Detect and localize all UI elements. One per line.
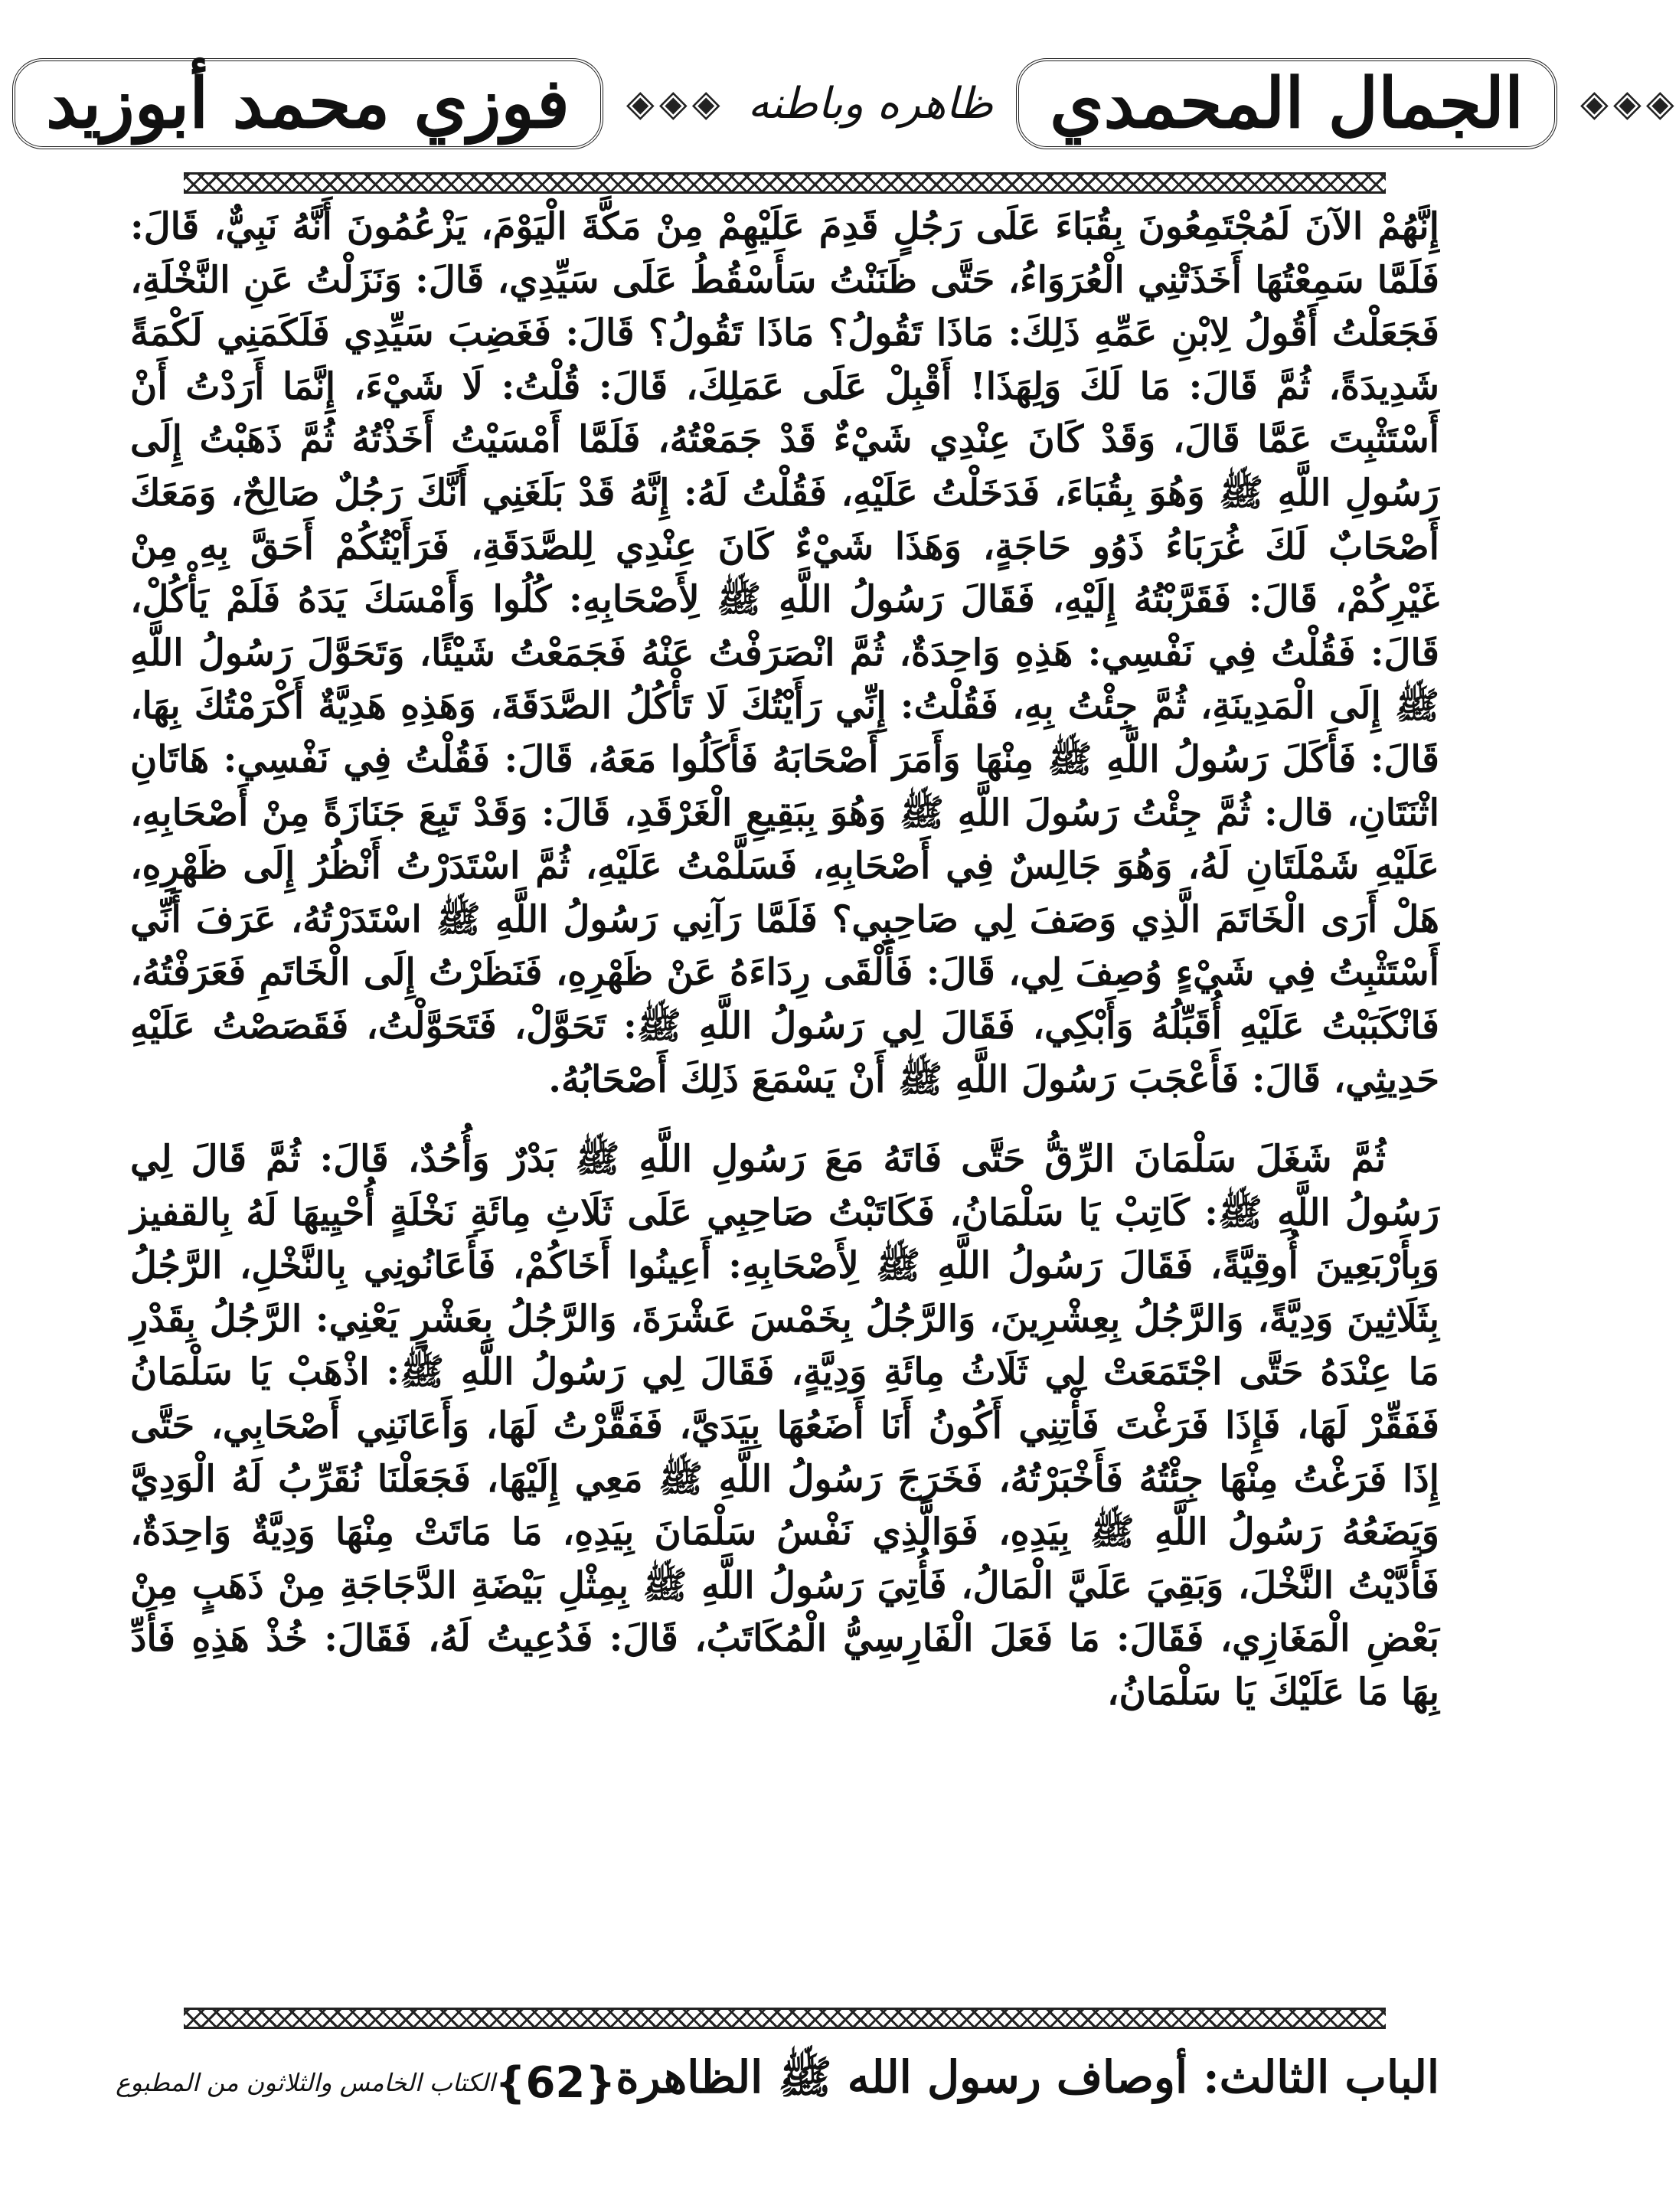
chapter-title: الباب الثالث: أوصاف رسول الله ﷺ الظاهرة (616, 2051, 1439, 2103)
ornament-middle: ◈◈◈ (626, 82, 725, 125)
bottom-border-ornament (184, 2008, 1386, 2029)
page-footer (116, 2037, 1439, 2129)
body-paragraph-1: إِنَّهُمْ الآنَ لَمُجْتَمِعُونَ بِقُبَاءَ عَلَى رَجُلٍ قَدِمَ عَلَيْهِمْ مِنْ مَكَّةَ الْيَوْمَ، يَزْعُمُونَ أَنَّهُ نَبِيٌّ، قَالَ: فَلَمَّا سَمِعْتُهَا أَخَذَتْنِي الْعُرَوَاءُ، حَتَّى ظَنَنْتُ سَأَسْقُطُ عَلَى سَيِّدِي، قَالَ: وَنَزَلْتُ عَنِ النَّخْلَةِ، فَجَعَلْتُ أَقُولُ لِابْنِ عَمِّهِ ذَلِكَ: مَاذَا تَقُولُ؟ مَاذَا تَقُولُ؟ قَالَ: فَغَضِبَ سَيِّدِي فَلَكَمَنِي لَكْمَةً شَدِيدَةً، ثُمَّ قَالَ: مَا لَكَ وَلِهَذَا! أَقْبِلْ عَلَى عَمَلِكَ، قَالَ: قُلْتُ: لَا شَيْءَ، إِنَّمَا أَرَدْتُ أَنْ أَسْتَثْبِتَ عَمَّا قَالَ، وَقَدْ كَانَ عِنْدِي شَيْءٌ قَدْ جَمَعْتُهُ، فَلَمَّا أَمْسَيْتُ أَخَذْتُهُ ثُمَّ ذَهَبْتُ إِلَى رَسُولِ اللَّهِ ﷺ وَهُوَ بِقُبَاءَ، فَدَخَلْتُ عَلَيْهِ، فَقُلْتُ لَهُ: إِنَّهُ قَدْ بَلَغَنِي أَنَّكَ رَجُلٌ صَالِحٌ، وَمَعَكَ أَصْحَابٌ لَكَ غُرَبَاءُ ذَوُو حَاجَةٍ، وَهَذَا شَيْءٌ كَانَ عِنْدِي لِلصَّدَقَةِ، فَرَأَيْتُكُمْ أَحَقَّ بِهِ مِنْ غَيْرِكُمْ، قَالَ: فَقَرَّبْتُهُ إِلَيْهِ، فَقَالَ رَسُولُ اللَّهِ ﷺ لِأَصْحَابِهِ: كُلُوا وَأَمْسَكَ يَدَهُ فَلَمْ يَأْكُلْ، قَالَ: فَقُلْتُ فِي نَفْسِي: هَذِهِ وَاحِدَةٌ، ثُمَّ انْصَرَفْتُ عَنْهُ فَجَمَعْتُ شَيْئًا، وَتَحَوَّلَ رَسُولُ اللَّهِ ﷺ إِلَى الْمَدِينَةِ، ثُمَّ جِئْتُ بِهِ، فَقُلْتُ: إِنِّي رَأَيْتُكَ لَا تَأْكُلُ الصَّدَقَةَ، وَهَذِهِ هَدِيَّةٌ أَكْرَمْتُكَ بِهَا، قَالَ: فَأَكَلَ رَسُولُ اللَّهِ ﷺ مِنْهَا وَأَمَرَ أَصْحَابَهُ فَأَكَلُوا مَعَهُ، قَالَ: فَقُلْتُ فِي نَفْسِي: هَاتَانِ اثْنَتَانِ، قال: ثُمَّ جِئْتُ رَسُولَ اللَّهِ ﷺ وَهُوَ بِبَقِيعِ الْغَرْقَدِ، قَالَ: وَقَدْ تَبِعَ جَنَازَةً مِنْ أَصْحَابِهِ، عَلَيْهِ شَمْلَتَانِ لَهُ، وَهُوَ جَالِسٌ فِي أَصْحَابِهِ، فَسَلَّمْتُ عَلَيْهِ، ثُمَّ اسْتَدَرْتُ أَنْظُرُ إِلَى ظَهْرِهِ، هَلْ أَرَى الْخَاتَمَ الَّذِي وَصَفَ لِي صَاحِبِي؟ فَلَمَّا رَآنِي رَسُولُ اللَّهِ ﷺ اسْتَدَرْتُهُ، عَرَفَ أَنِّي أَسْتَثْبِتُ فِي شَيْءٍ وُصِفَ لِي، قَالَ: فَأَلْقَى رِدَاءَهُ عَنْ ظَهْرِهِ، فَنَظَرْتُ إِلَى الْخَاتَمِ فَعَرَفْتُهُ، فَانْكَبَبْتُ عَلَيْهِ أُقَبِّلُهُ وَأَبْكِي، فَقَالَ لِي رَسُولُ اللَّهِ ﷺ: تَحَوَّلْ، فَتَحَوَّلْتُ، فَقَصَصْتُ عَلَيْهِ حَدِيثِي، قَالَ: فَأَعْجَبَ رَسُولَ اللَّهِ ﷺ أَنْ يَسْمَعَ ذَلِكَ أَصْحَابُهُ. (130, 205, 1440, 1101)
body-paragraph-2: ثُمَّ شَغَلَ سَلْمَانَ الرِّقُّ حَتَّى فَاتَهُ مَعَ رَسُولِ اللَّهِ ﷺ بَدْرٌ وَأُحُدٌ، قَالَ: ثُمَّ قَالَ لِي رَسُولُ اللَّهِ ﷺ: كَاتِبْ يَا سَلْمَانُ، فَكَاتَبْتُ صَاحِبِي عَلَى ثَلَاثِ مِائَةِ نَخْلَةٍ أُحْيِيهَا لَهُ بِالقفيز وَبِأَرْبَعِينَ أُوقِيَّةً، فَقَالَ رَسُولُ اللَّهِ ﷺ لِأَصْحَابِهِ: أَعِينُوا أَخَاكُمْ، فَأَعَانُونِي بِالنَّخْلِ، الرَّجُلُ بِثَلَاثِينَ وَدِيَّةً، وَالرَّجُلُ بِعِشْرِينَ، وَالرَّجُلُ بِخَمْسَ عَشْرَةَ، وَالرَّجُلُ بِعَشْرٍ يَعْنِي: الرَّجُلُ بِقَدْرِ مَا عِنْدَهُ حَتَّى اجْتَمَعَتْ لِي ثَلَاثُ مِائَةِ وَدِيَّةٍ، فَقَالَ لِي رَسُولُ اللَّهِ ﷺ: اذْهَبْ يَا سَلْمَانُ فَفَقِّرْ لَهَا، فَإِذَا فَرَغْتَ فَأْتِنِي أَكُونُ أَنَا أَضَعُهَا بِيَدَيَّ، فَفَقَّرْتُ لَهَا، وَأَعَانَنِي أَصْحَابِي، حَتَّى إِذَا فَرَغْتُ مِنْهَا جِئْتُهُ فَأَخْبَرْتُهُ، فَخَرَجَ رَسُولُ اللَّهِ ﷺ مَعِي إِلَيْهَا، فَجَعَلْنَا نُقَرِّبُ لَهُ الْوَدِيَّ وَيَضَعُهُ رَسُولُ اللَّهِ ﷺ بِيَدِهِ، فَوَالَّذِي نَفْسُ سَلْمَانَ بِيَدِهِ، مَا مَاتَتْ مِنْهَا وَدِيَّةٌ وَاحِدَةٌ، فَأَدَّيْتُ النَّخْلَ، وَبَقِيَ عَلَيَّ الْمَالُ، فَأُتِيَ رَسُولُ اللَّهِ ﷺ بِمِثْلِ بَيْضَةِ الدَّجَاجَةِ مِنْ ذَهَبٍ مِنْ بَعْضِ الْمَغَازِي، فَقَالَ: مَا فَعَلَ الْفَارِسِيُّ الْمُكَاتَبُ، قَالَ: فَدُعِيتُ لَهُ، فَقَالَ: خُذْ هَذِهِ فَأَدِّ بِهَا مَا عَلَيْكَ يَا سَلْمَانُ، (130, 1138, 1440, 1714)
ornament-right: ◈◈◈ (1580, 82, 1679, 125)
author-name: فوزي محمد أبوزيد (12, 58, 603, 149)
book-part-label: الكتاب الخامس والثلاثون من المطبوع (116, 2068, 495, 2097)
page-body (130, 201, 1439, 1720)
top-border-ornament (184, 172, 1386, 194)
page-header (45, 46, 1679, 161)
book-subtitle: ظاهره وباطنه (747, 78, 994, 129)
book-title: الجمال المحمدي (1016, 58, 1557, 149)
page-number: {62} (495, 2057, 616, 2108)
